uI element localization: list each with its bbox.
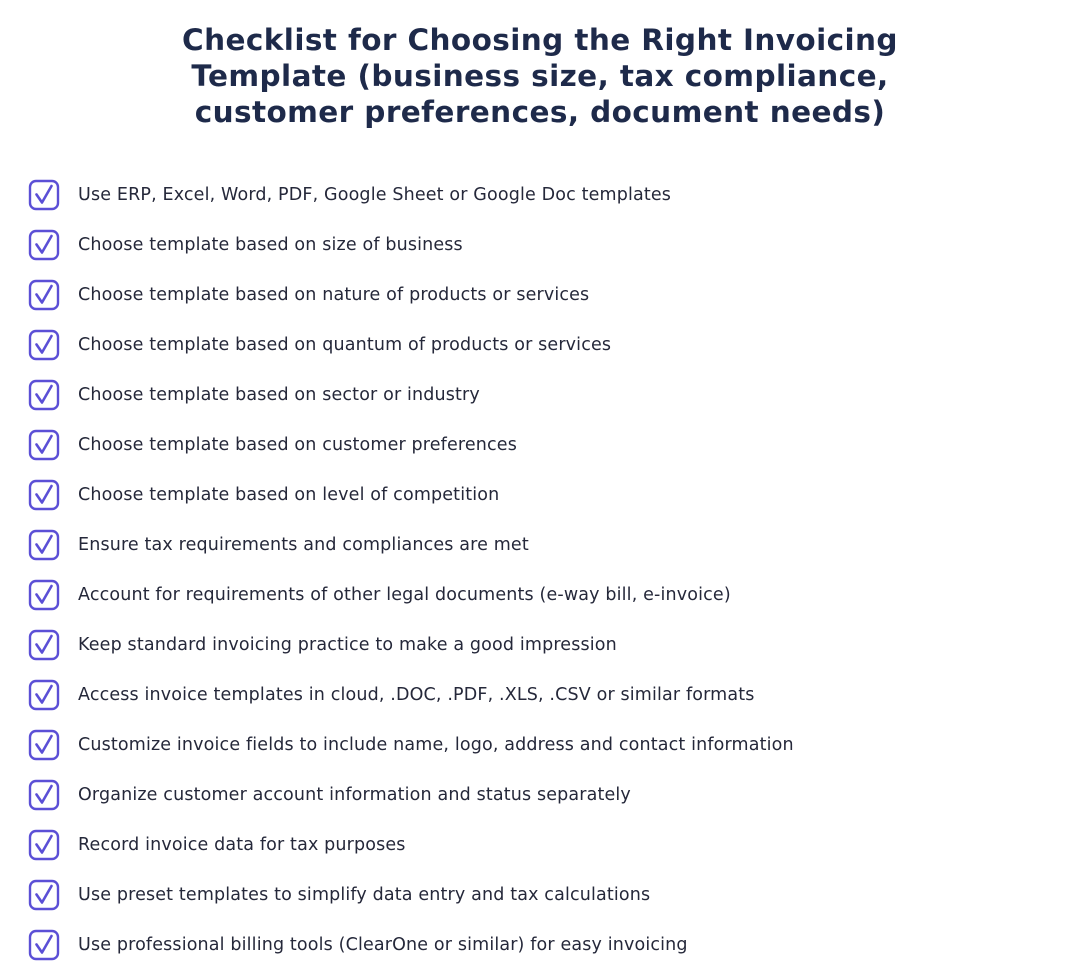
checklist-item-label: Use ERP, Excel, Word, PDF, Google Sheet or Google Doc templates xyxy=(78,185,672,205)
checklist-item xyxy=(28,470,794,520)
page-title xyxy=(0,22,1080,130)
checkbox-checked-icon[interactable] xyxy=(28,679,60,711)
checkbox-checked-icon[interactable] xyxy=(28,729,60,761)
checkbox-checked-icon[interactable] xyxy=(28,229,60,261)
checkbox-checked-icon[interactable] xyxy=(28,379,60,411)
checkbox-checked-icon[interactable] xyxy=(28,829,60,861)
checkbox-checked-icon[interactable] xyxy=(28,879,60,911)
checkbox-checked-icon[interactable] xyxy=(28,479,60,511)
checklist-item xyxy=(28,920,794,970)
checklist-item xyxy=(28,570,794,620)
checkbox-checked-icon[interactable] xyxy=(28,779,60,811)
checklist-item xyxy=(28,270,794,320)
checkbox-checked-icon[interactable] xyxy=(28,429,60,461)
checklist-item-label: Record invoice data for tax purposes xyxy=(78,835,406,855)
title-line-1: Checklist for Choosing the Right Invoicing xyxy=(182,23,898,57)
checklist-item-label: Choose template based on level of competition xyxy=(78,485,500,505)
checklist-item xyxy=(28,370,794,420)
checklist-item-label: Organize customer account information and status separately xyxy=(78,785,631,805)
checklist-item-label: Use preset templates to simplify data entry and tax calculations xyxy=(78,885,651,905)
checklist-item-label: Use professional billing tools (ClearOne or similar) for easy invoicing xyxy=(78,935,688,955)
checklist-item-label: Choose template based on sector or industry xyxy=(78,385,480,405)
checkbox-checked-icon[interactable] xyxy=(28,629,60,661)
checklist-item xyxy=(28,720,794,770)
checklist-item-label: Choose template based on customer preferences xyxy=(78,435,517,455)
checklist-item-label: Customize invoice fields to include name, logo, address and contact information xyxy=(78,735,794,755)
checklist-item-label: Choose template based on nature of products or services xyxy=(78,285,590,305)
checklist-item-label: Keep standard invoicing practice to make a good impression xyxy=(78,635,617,655)
checkbox-checked-icon[interactable] xyxy=(28,579,60,611)
checklist-item-label: Access invoice templates in cloud, .DOC, .PDF, .XLS, .CSV or similar formats xyxy=(78,685,755,705)
checkbox-checked-icon[interactable] xyxy=(28,329,60,361)
checklist xyxy=(28,170,794,970)
checkbox-checked-icon[interactable] xyxy=(28,929,60,961)
checklist-item xyxy=(28,170,794,220)
checkbox-checked-icon[interactable] xyxy=(28,279,60,311)
title-line-3: customer preferences, document needs) xyxy=(194,95,886,129)
checklist-item-label: Choose template based on quantum of products or services xyxy=(78,335,612,355)
checklist-item xyxy=(28,320,794,370)
checkbox-checked-icon[interactable] xyxy=(28,529,60,561)
checklist-item-label: Choose template based on size of business xyxy=(78,235,463,255)
checklist-item-label: Account for requirements of other legal documents (e-way bill, e-invoice) xyxy=(78,585,731,605)
checklist-item xyxy=(28,620,794,670)
checklist-item xyxy=(28,220,794,270)
title-line-2: Template (business size, tax compliance, xyxy=(191,59,889,93)
checklist-item xyxy=(28,520,794,570)
checkbox-checked-icon[interactable] xyxy=(28,179,60,211)
checklist-item xyxy=(28,420,794,470)
checklist-item-label: Ensure tax requirements and compliances are met xyxy=(78,535,529,555)
checklist-item xyxy=(28,670,794,720)
checklist-item xyxy=(28,820,794,870)
checklist-item xyxy=(28,770,794,820)
checklist-item xyxy=(28,870,794,920)
